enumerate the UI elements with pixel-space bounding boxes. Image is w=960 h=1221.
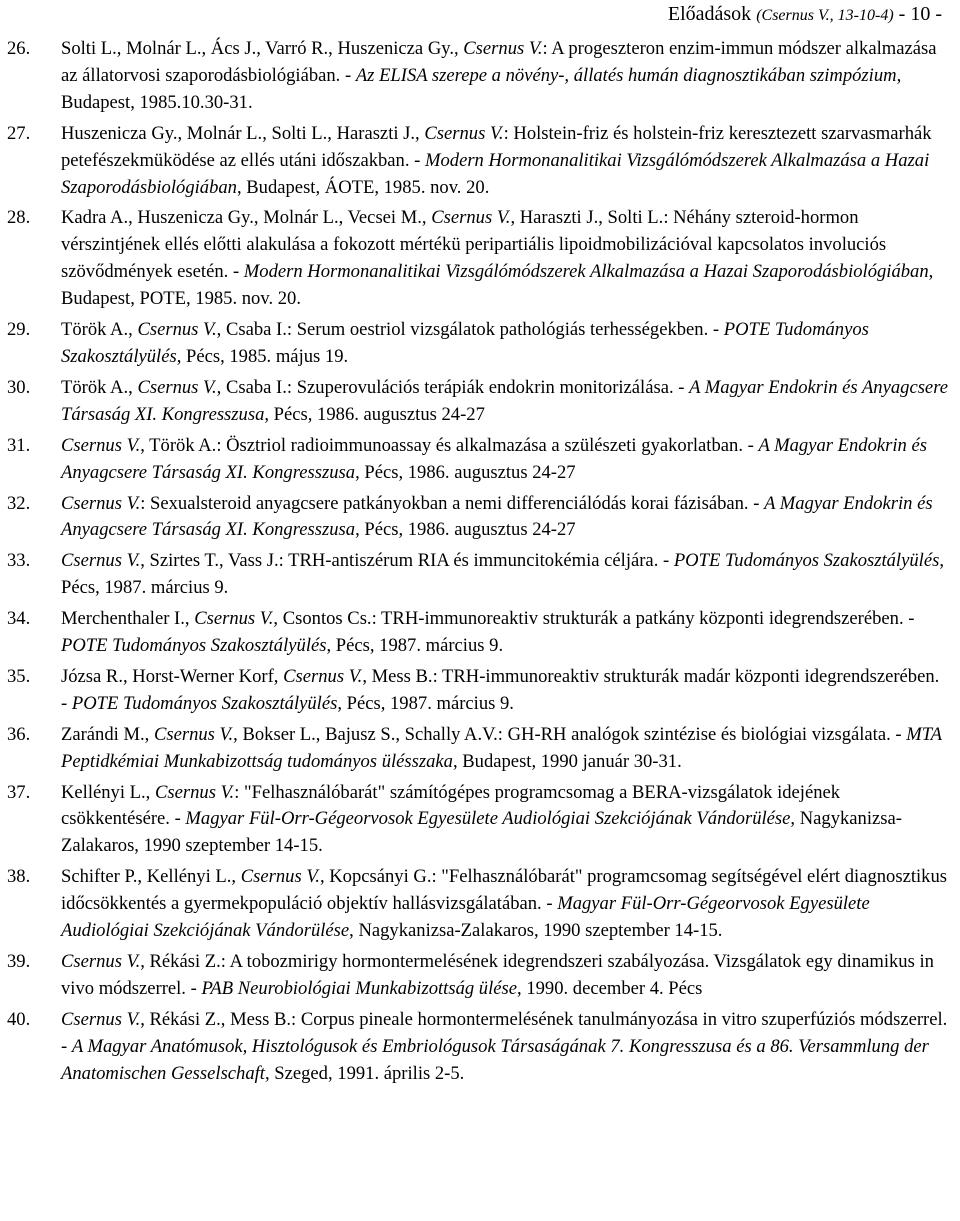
- entry-text-italic: Csernus V.: [137, 319, 217, 341]
- entry-text-segment: Józsa R., Horst-Werner Korf,: [61, 665, 284, 687]
- entry-text-italic: MTA Peptidkémiai Munkabizottság tudományos ülésszaka: [61, 723, 942, 772]
- list-item: [0, 664, 960, 718]
- entry-text-segment: , Budapest, POTE, 1985. nov. 20.: [61, 261, 934, 310]
- entry-text-segment: , Pécs, 1986. augusztus 24-27: [355, 519, 576, 541]
- entry-text-segment: , Csaba I.: Serum oestriol vizsgálatok pathológiás terhességekben. -: [216, 319, 724, 341]
- list-item: [0, 949, 960, 1003]
- entry-number: 33.: [7, 550, 31, 572]
- entry-text-italic: Csernus V.: [431, 207, 511, 229]
- entry-text-segment: , Budapest, ÁOTE, 1985. nov. 20.: [236, 176, 490, 198]
- list-item: [0, 36, 960, 117]
- entry-text-italic: Csernus V.: [153, 723, 234, 745]
- entry-text-italic: POTE Tudományos Szakosztályülés: [71, 692, 338, 714]
- header-title: Előadások: [667, 3, 752, 25]
- entry-text-segment: , Csontos Cs.: TRH-immunoreaktiv strukturák a patkány központi idegrendszerében. -: [273, 608, 915, 630]
- entry-text-segment: Schifter P., Kellényi L.,: [61, 866, 241, 888]
- entry-text: [61, 780, 948, 861]
- entry-text: [61, 121, 948, 202]
- entry-text-segment: , Pécs, 1987. március 9.: [61, 550, 944, 599]
- entry-text-segment: Huszenicza Gy., Molnár L., Solti L., Haraszti J.,: [61, 122, 425, 144]
- entry-number: 37.: [7, 781, 31, 803]
- entry-text-italic: Csernus V.: [154, 781, 235, 803]
- entry-text-italic: Csernus V.: [61, 550, 141, 572]
- entry-text-segment: , 1990. december 4. Pécs: [517, 977, 703, 999]
- entry-text-segment: Kellényi L.,: [61, 781, 155, 803]
- entry-text-italic: Csernus V.: [463, 38, 543, 59]
- entry-text-italic: Magyar Fül-Orr-Gégeorvosok Egyesülete Audiológiai Szekciójának Vándorülése: [61, 893, 870, 942]
- entry-number: 30.: [7, 376, 31, 398]
- entry-text-segment: , Budapest, 1985.10.30-31.: [61, 64, 902, 113]
- list-item: [0, 548, 960, 602]
- entry-text-segment: , Szirtes T., Vass J.: TRH-antiszérum RIA és immuncitokémia céljára. -: [140, 550, 674, 572]
- entry-number: 34.: [7, 608, 31, 630]
- entry-text-italic: A Magyar Anatómusok, Hisztológusok és Embriológusok Társaságának 7. Kongresszusa és a 86. Versammlung der Anatomischen Gesselschaft: [61, 1035, 929, 1084]
- entry-text-italic: Csernus V.: [61, 434, 141, 456]
- entry-text-italic: Modern Hormonanalitikai Vizsgálómódszerek Alkalmazása a Hazai Szaporodásbiológiában: [61, 149, 930, 198]
- entry-text: [61, 491, 948, 545]
- entry-text-italic: Csernus V.: [283, 665, 363, 687]
- entry-number: 38.: [7, 866, 31, 888]
- list-item: [0, 375, 960, 429]
- entry-text-italic: Csernus V.: [61, 1008, 141, 1030]
- page-header: [668, 2, 942, 28]
- entry-text-italic: POTE Tudományos Szakosztályülés: [61, 319, 869, 367]
- entry-text: [61, 606, 948, 660]
- entry-text-italic: Csernus V.: [194, 608, 274, 630]
- entry-number: 36.: [7, 723, 31, 745]
- entry-text: [61, 548, 948, 602]
- list-item: [0, 491, 960, 545]
- entry-text: [61, 205, 948, 313]
- entry-text-segment: , Bokser L., Bajusz S., Schally A.V.: GH-RH analógok szintézise és biológiai vizsgálata. -: [233, 723, 907, 745]
- entry-text-segment: , Kopcsányi G.: "Felhasználóbarát" programcsomag segítségével elért diagnosztikus időcsökkentés a gyermekpopuláció objektív hallásvizsgálatában. -: [61, 866, 947, 915]
- entry-text-italic: PAB Neurobiológiai Munkabizottság ülése: [201, 977, 518, 999]
- entry-text: [61, 433, 948, 487]
- entry-text: [61, 1007, 948, 1088]
- list-item: [0, 205, 960, 313]
- entry-text-segment: : Sexualsteroid anyagcsere patkányokban a nemi differenciálódás korai fázisában. -: [140, 492, 765, 514]
- list-item: [0, 1007, 960, 1088]
- entry-text: [61, 864, 948, 945]
- page-number: - 10 -: [898, 3, 942, 25]
- entry-text-segment: , Pécs, 1986. augusztus 24-27: [264, 403, 485, 425]
- entry-text: [61, 949, 948, 1003]
- publication-list: [0, 36, 960, 1092]
- list-item: [0, 780, 960, 861]
- entry-text-italic: Az ELISA szerepe a növény-, állatés humán diagnosztikában szimpózium: [355, 64, 897, 86]
- entry-text-italic: Modern Hormonanalitikai Vizsgálómódszerek Alkalmazása a Hazai Szaporodásbiológiában: [243, 261, 929, 283]
- entry-text-segment: , Török A.: Ösztriol radioimmunoassay és alkalmazása a szülészeti gyakorlatban. -: [140, 434, 759, 456]
- entry-text-segment: , Mess B.: TRH-immunoreaktiv strukturák madár központi idegrendszerében. -: [61, 665, 940, 714]
- entry-text-italic: Csernus V.: [61, 951, 141, 972]
- entry-text: [61, 36, 948, 117]
- entry-text-segment: , Csaba I.: Szuperovulációs terápiák endokrin monitorizálása. -: [216, 376, 690, 398]
- entry-text-italic: Magyar Fül-Orr-Gégeorvosok Egyesülete Audiológiai Szekciójának Vándorülése: [185, 808, 791, 830]
- list-item: [0, 606, 960, 660]
- list-item: [0, 433, 960, 487]
- entry-text-italic: Csernus V.: [424, 122, 504, 144]
- entry-text-segment: , Szeged, 1991. április 2-5.: [264, 1062, 465, 1084]
- entry-text-segment: Török A.,: [61, 319, 138, 341]
- list-item: [0, 121, 960, 202]
- header-subtitle: (Csernus V., 13-10-4): [756, 7, 894, 24]
- entry-text: [61, 317, 948, 371]
- entry-text-segment: Török A.,: [61, 376, 138, 398]
- entry-text-segment: : Holstein-friz és holstein-friz keresztezett szarvasmarhák petefészekmüködése az ellés utáni időszakban. -: [61, 122, 932, 171]
- entry-text-italic: A Magyar Endokrin és Anyagcsere Társaság XI. Kongresszusa: [61, 434, 927, 483]
- entry-number: 39.: [7, 951, 31, 972]
- entry-text-segment: Merchenthaler I.,: [61, 608, 195, 630]
- entry-text-segment: : "Felhasználóbarát" számítógépes programcsomag a BERA-vizsgálatok idejének csökkentésére. -: [61, 781, 841, 830]
- entry-text: [61, 375, 948, 429]
- entry-text-segment: , Rékási Z., Mess B.: Corpus pineale hormontermelésének tanulmányozása in vitro szuperfúziós módszerrel. -: [61, 1008, 948, 1057]
- entry-number: 26.: [7, 38, 31, 59]
- entry-number: 29.: [7, 319, 31, 341]
- entry-text-italic: A Magyar Endokrin és Anyagcsere Társaság XI. Kongresszusa: [61, 492, 933, 541]
- list-item: [0, 722, 960, 776]
- entry-text-italic: POTE Tudományos Szakosztályülés: [673, 550, 940, 572]
- entry-text-segment: Solti L., Molnár L., Ács J., Varró R., Huszenicza Gy.,: [61, 38, 464, 59]
- entry-number: 31.: [7, 434, 31, 456]
- entry-number: 28.: [7, 207, 31, 229]
- entry-text-segment: Zarándi M.,: [61, 723, 154, 745]
- entry-text-italic: Csernus V.: [240, 866, 320, 888]
- entry-text-segment: , Pécs, 1986. augusztus 24-27: [355, 461, 576, 483]
- entry-text-segment: , Nagykanizsa-Zalakaros, 1990 szeptember 14-15.: [349, 920, 723, 942]
- list-item: [0, 317, 960, 371]
- entry-number: 27.: [7, 122, 31, 144]
- entry-text-italic: A Magyar Endokrin és Anyagcsere Társaság XI. Kongresszusa: [61, 376, 948, 425]
- entry-text-segment: Kadra A., Huszenicza Gy., Molnár L., Vecsei M.,: [61, 207, 432, 229]
- entry-text: [61, 722, 948, 776]
- entry-number: 32.: [7, 492, 31, 514]
- entry-text-segment: , Budapest, 1990 január 30-31.: [452, 750, 682, 772]
- entry-text-italic: POTE Tudományos Szakosztályülés: [61, 635, 327, 657]
- entry-text-segment: , Pécs, 1987. március 9.: [326, 635, 504, 657]
- entry-number: 40.: [7, 1008, 31, 1030]
- entry-text-segment: , Haraszti J., Solti L.: Néhány szteroid-hormon vérszintjének ellés előtti alakulása a fokozott mértékü peripartiális lipoidmobilizációval kapcsolatos involuciós szövődmények esetén. -: [61, 207, 887, 283]
- entry-number: 35.: [7, 665, 31, 687]
- list-item: [0, 864, 960, 945]
- entry-text-italic: Csernus V.: [137, 376, 217, 398]
- entry-text: [61, 664, 948, 718]
- entry-text-segment: , Rékási Z.: A tobozmirigy hormontermelésének idegrendszeri szabályozása. Vizsgálatok egy dinamikus in vivo módszerrel. -: [61, 951, 934, 999]
- entry-text-italic: Csernus V.: [61, 492, 141, 514]
- entry-text-segment: , Nagykanizsa-Zalakaros, 1990 szeptember 14-15.: [61, 808, 902, 857]
- entry-text-segment: , Pécs, 1985. május 19.: [176, 345, 349, 367]
- entry-text-segment: : A progeszteron enzim-immun módszer alkalmazása az állatorvosi szaporodásbiológiában. -: [61, 38, 937, 86]
- entry-text-segment: , Pécs, 1987. március 9.: [337, 692, 514, 714]
